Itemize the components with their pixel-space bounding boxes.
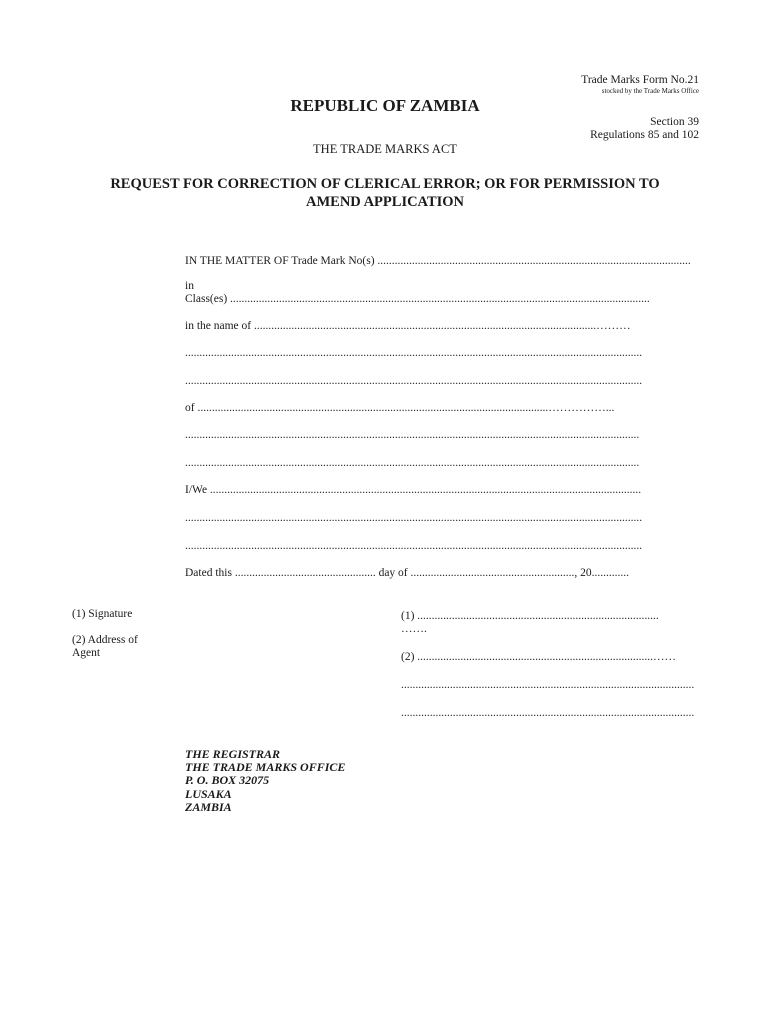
agent-address-line-2[interactable]: ...................................................................................................... (401, 679, 695, 691)
section-reference: Section 39 (650, 116, 699, 128)
country-heading-text: REPUBLIC OF ZAMBIA (290, 96, 480, 115)
owner-name-line-3[interactable]: ............................................................................................................................................................... (185, 375, 643, 387)
owner-address-field[interactable]: of ..........................................................................................................................……………... (185, 402, 615, 414)
classes-field[interactable]: Class(es) .................................................................................................................................................. (185, 293, 650, 305)
country-heading (0, 96, 770, 116)
owner-name-field[interactable]: in the name of .......................................................................................................................……… (185, 320, 631, 332)
agent-address-label: (2) Address of (72, 634, 138, 646)
form-number: Trade Marks Form No.21 (581, 74, 699, 86)
trade-mark-number-field[interactable]: IN THE MATTER OF Trade Mark No(s) ............................................................................................................. (185, 255, 691, 267)
registrar-line-4: LUSAKA (185, 786, 232, 801)
applicant-statement-field[interactable]: I/We ...................................................................................................................................................... (185, 484, 642, 496)
agent-address-label-2: Agent (72, 647, 101, 659)
signature-field[interactable]: (1) .................................................................................... (401, 610, 659, 622)
statement-line-3[interactable]: ............................................................................................................................................................... (185, 540, 643, 552)
agent-address-field[interactable]: (2) ..................................................................................…… (401, 651, 677, 663)
form-title (0, 175, 770, 211)
registrar-line-3: P. O. BOX 32075 (185, 773, 270, 788)
owner-address-line-3[interactable]: .............................................................................................................................................................. (185, 457, 640, 469)
signature-label: (1) Signature (72, 608, 133, 620)
agent-address-line-3[interactable]: ...................................................................................................... (401, 707, 695, 719)
form-title-line-1: REQUEST FOR CORRECTION OF CLERICAL ERROR; OR FOR PERMISSION TO (110, 176, 660, 192)
registrar-line-5: ZAMBIA (185, 799, 232, 814)
owner-name-line-2[interactable]: ............................................................................................................................................................... (185, 347, 643, 359)
owner-address-line-2[interactable]: .............................................................................................................................................................. (185, 429, 640, 441)
form-title-line-2: AMEND APPLICATION (305, 194, 465, 210)
stocked-by-note: stocked by the Trade Marks Office (601, 87, 699, 95)
signature-field-cont[interactable]: ……. (401, 623, 427, 635)
regulations-reference: Regulations 85 and 102 (590, 129, 699, 141)
statement-line-2[interactable]: ............................................................................................................................................................... (185, 512, 643, 524)
date-field[interactable]: Dated this ................................................. day of ........................................................., 20............. (185, 567, 630, 579)
act-title: THE TRADE MARKS ACT (313, 142, 457, 156)
registrar-line-2: THE TRADE MARKS OFFICE (185, 760, 346, 775)
in-label: in (185, 280, 194, 292)
registrar-line-1: THE REGISTRAR (185, 747, 281, 761)
registrar-address (185, 748, 345, 814)
